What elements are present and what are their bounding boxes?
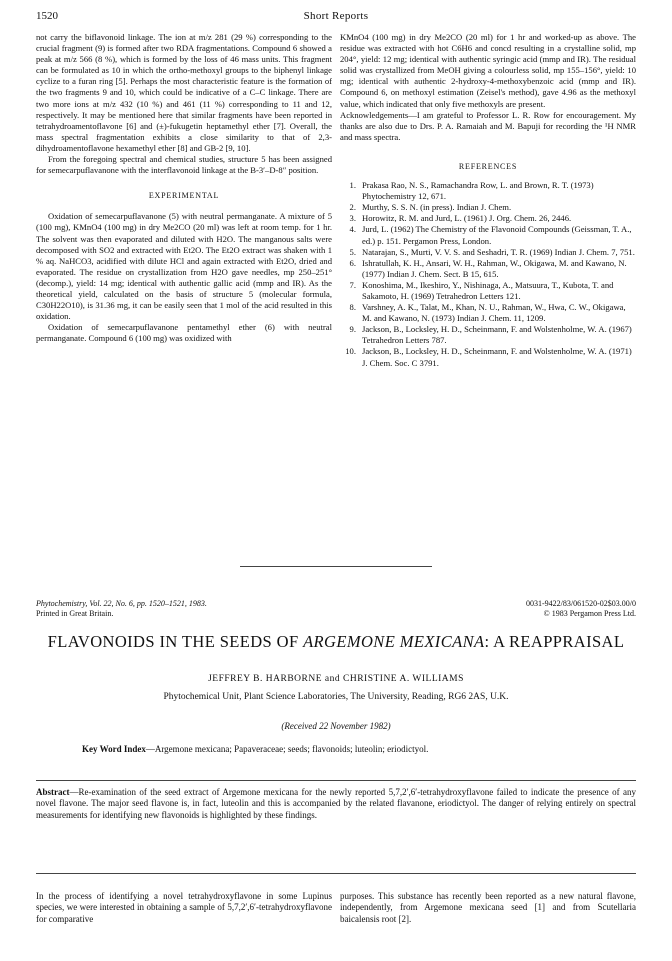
abstract <box>36 787 636 821</box>
received-date: (Received 22 November 1982) <box>281 721 391 731</box>
reference-item: 5. Natarajan, S., Murti, V. V. S. and Seshadri, T. R. (1969) Indian J. Chem. 7, 751. <box>349 246 635 257</box>
abstract-top-rule <box>36 780 636 781</box>
page-number: 1520 <box>36 10 58 22</box>
copyright-block <box>420 599 636 619</box>
acknowledgements: Acknowledgements—I am grateful to Professor L. R. Row for encouragement. My thanks are also due to Drs. P. A. Ramaiah and M. Bapuji for recording the ¹H NMR and mass spectra. <box>340 109 636 142</box>
experimental-heading: EXPERIMENTAL <box>148 191 220 201</box>
body-right-column: purposes. This substance has recently been reported as a new natural flavone, independently, from Argemone mexicana seed [1] and from Scutellaria baicalensis root [2]. <box>340 891 636 924</box>
printed-line: Printed in Great Britain. <box>36 609 114 618</box>
article-title: FLAVONOIDS IN THE SEEDS OF ARGEMONE MEXICANA: A REAPPRAISAL <box>47 632 625 651</box>
right-paragraph-1: KMnO4 (100 mg) in dry Me2CO (20 ml) for 1 hr and worked-up as above. The residue was extracted with hot C6H6 and concd resulting in a crystalline solid, mp 204°, yield: 12 mg; identical with authentic syringic acid (mmp and IR). The residual solid was crystallized from MeOH giving a colourless solid, mp 155–156°, yield: 10 mg; identical with authentic 2-hydroxy-4-methoxybenzoic acid (mmp and IR). Compound 6, on methoxyl estimation (Zeisel's method), gave 4.96 as the methoxyl value, which indicated that only five methoxyls are present. <box>340 32 636 109</box>
reference-item: 1. Prakasa Rao, N. S., Ramachandra Row, L. and Brown, R. T. (1973) Phytochemistry 12, 671. <box>349 180 594 202</box>
left-column <box>36 32 332 344</box>
keywords <box>82 744 642 754</box>
left-paragraph-1: not carry the biflavonoid linkage. The ion at m/z 281 (29 %) corresponding to the crucial fragment (9) is formed after two RDA fragmentations. Compound 6 showed a peak at m/z 566 (8 %), which is formed by the loss of 46 mass units. This fragment can be formulated as 10 in which the ortho-methoxyl groups to the biphenyl linkage cyclize to a furan ring [5]. Perhaps the most characteristic feature is the formation of the two fragments 9 and 10, which could be indicative of a C–C linkage. There are two more ions at m/z 432 (10 %) and 461 (11 %) corresponding to 11 and 12, respectively. It may be mentioned here that similar fragments have been reported in tetrahydroamentoflavone [6] and (±)-fukugetin heptamethyl ether [7]. Overall, the mass spectral fragmentation exhibits a close similarity to that of 2,3-dihydroamentoflavone hexamethyl ether [8] and GB-2 [9, 10]. <box>36 32 332 153</box>
reference-item: 7. Konoshima, M., Ikeshiro, Y., Nishinaga, A., Matsuura, T., Kubota, T. and Sakamoto, H. (1969) Tetrahedron Letters 121. <box>349 279 614 301</box>
reference-item: 8. Varshney, A. K., Talat, M., Khan, N. U., Rahman, W., Hwa, C. W., Okigawa, M. and Kawano, N. (1973) Indian J. Chem. 11, 1209. <box>349 302 626 324</box>
affiliation: Phytochemical Unit, Plant Science Laboratories, The University, Reading, RG6 2AS, U.K. <box>163 692 509 702</box>
running-head: Short Reports <box>303 10 369 22</box>
issn-line: 0031-9422/83/061520-02$03.00/0 <box>526 599 636 608</box>
experimental-paragraph-2: Oxidation of semecarpuflavanone pentamethyl ether (6) with neutral permanganate. Compound 6 (100 mg) was oxidized with <box>36 322 332 344</box>
keywords-label: Key Word Index <box>82 744 146 754</box>
abstract-bottom-rule <box>36 873 636 874</box>
reference-item: 2. Murthy, S. S. N. (in press). Indian J. Chem. <box>349 202 512 213</box>
reference-item: 3. Horowitz, R. M. and Jurd, L. (1961) J. Org. Chem. 26, 2446. <box>349 213 572 224</box>
right-column <box>340 32 636 369</box>
reference-item: 10. Jackson, B., Locksley, H. D., Scheinmann, F. and Wolstenholme, W. A. (1971) J. Chem. Soc. C 3791. <box>345 346 632 368</box>
references-list <box>340 180 636 369</box>
journal-citation <box>36 599 207 619</box>
keywords-text: —Argemone mexicana; Papaveraceae; seeds; flavonoids; luteolin; eriodictyol. <box>145 744 429 754</box>
abstract-text: —Re-examination of the seed extract of Argemone mexicana for the newly reported 5,7,2′,6′-tetrahydroxyflavone failed to indicate the presence of any novel flavone. The major seed flavone is, in fact, luteolin and this is accompanied by the related flavanone, eriodictyol. The danger of relying entirely on spectral measurements for identifying new flavonoids is highlighted by these findings. <box>36 787 636 820</box>
abstract-label: Abstract <box>36 787 70 797</box>
journal-line: Phytochemistry, Vol. 22, No. 6, pp. 1520–1521, 1983. <box>36 599 207 608</box>
reference-item: 9. Jackson, B., Locksley, H. D., Scheinmann, F. and Wolstenholme, W. A. (1967) Tetrahedron Letters 787. <box>349 324 632 346</box>
experimental-paragraph-1: Oxidation of semecarpuflavanone (5) with neutral permanganate. A mixture of 5 (100 mg), KMnO4 (100 mg) in dry Me2CO (20 ml) was left at room temp. for 1 hr. The solvent was then evaporated and diluted with H2O. The manganous salts were decomposed with SO2 and extracted with Et2O. The Et2O extract was shaken with 1 % aq. NaHCO3, acidified with dilute HCl and again extracted with Et2O, dried and evaporated. The residue on crystallization from H2O gave needles, mp 250–251° (decomp.), yield: 14 mg; identical with authentic gallic acid (mmp and IR). As the theoretical yield, calculated on the basis of structure 5 (molecular formula, C30H22O10), is 31.36 mg, it can be easily seen that 1 mol of the acid resulted in this oxidation. <box>36 211 332 322</box>
body-left-column: In the process of identifying a novel tetrahydroxyflavone in some Lupinus species, we were interested in obtaining a sample of 5,7,2′,6′-tetrahydroxyflavone for comparative <box>36 891 332 924</box>
section-divider <box>240 566 432 567</box>
authors: JEFFREY B. HARBORNE and CHRISTINE A. WILLIAMS <box>208 674 464 684</box>
left-paragraph-2: From the foregoing spectral and chemical studies, structure 5 has been assigned for semecarpuflavanone with the interflavonoid linkage at the B-3′–D-8″ position. <box>36 154 332 176</box>
reference-item: 6. Ishratullah, K. H., Ansari, W. H., Rahman, W., Okigawa, M. and Kawano, N. (1977) Indian J. Chem. Sect. B 15, 615. <box>349 257 627 279</box>
references-heading: REFERENCES <box>458 161 518 171</box>
reference-item: 4. Jurd, L. (1962) The Chemistry of the Flavonoid Compounds (Geissman, T. A., ed.) p. 151. Pergamon Press, London. <box>349 224 632 246</box>
copyright-line: © 1983 Pergamon Press Ltd. <box>543 609 636 618</box>
